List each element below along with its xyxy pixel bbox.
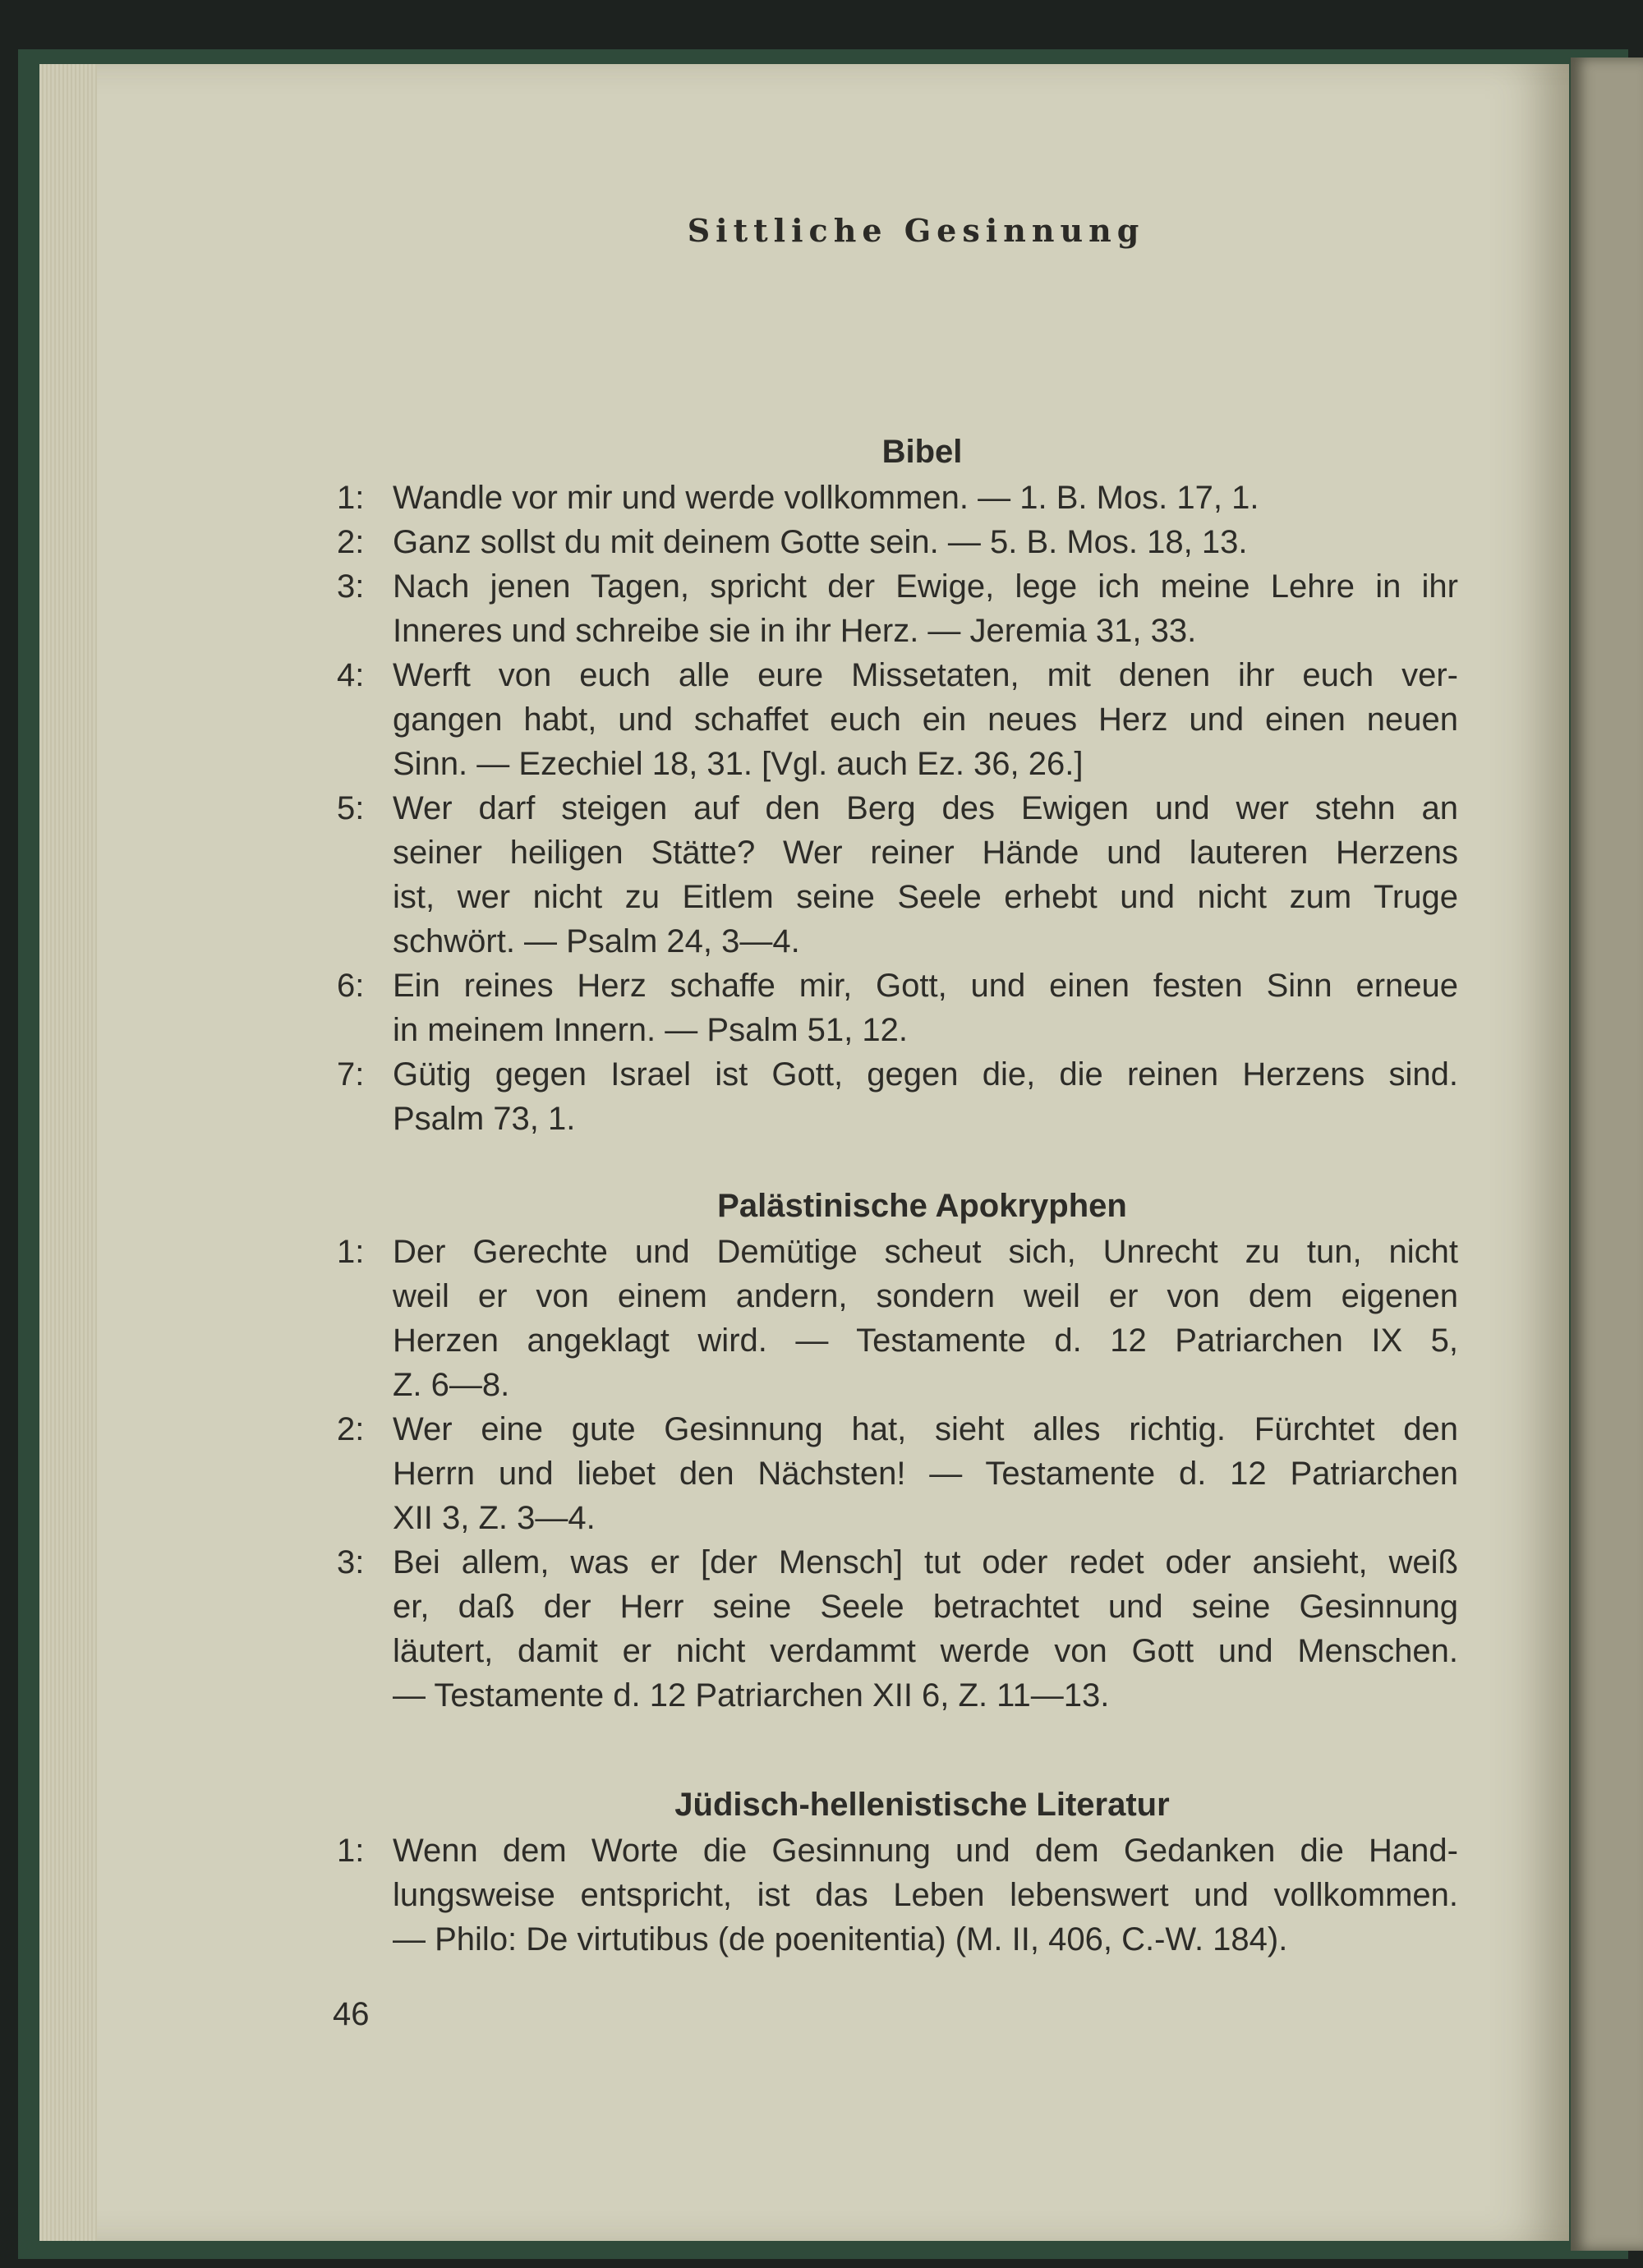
quote-line: Z. 6—8.: [393, 1367, 510, 1403]
quote-item: [337, 653, 1458, 786]
quote-line: gangen habt, und schaffet euch ein neues Herz und einen neuen: [393, 702, 1458, 738]
quote-line: Ein reines Herz schaffe mir, Gott, und einen festen Sinn erneue: [393, 968, 1458, 1004]
quote-line: lungsweise entspricht, ist das Leben lebenswert und vollkommen.: [393, 1877, 1458, 1913]
section-palaestinische-apokryphen: [337, 1182, 1458, 1718]
section-bibel: [337, 428, 1458, 1141]
next-page-edge: [1571, 58, 1643, 2251]
quote-line: Sinn. — Ezechiel 18, 31. [Vgl. auch Ez. 36, 26.]: [393, 746, 1084, 782]
quote-number: 4:: [337, 657, 365, 693]
quote-line: Ganz sollst du mit deinem Gotte sein. — 5. B. Mos. 18, 13.: [393, 524, 1248, 560]
quote-line: er, daß der Herr seine Seele betrachtet und seine Gesinnung: [393, 1589, 1458, 1625]
quote-line: Wenn dem Worte die Gesinnung und dem Gedanken die Hand-: [393, 1833, 1458, 1869]
quote-line: — Philo: De virtutibus (de poenitentia) (M. II, 406, C.-W. 184).: [393, 1921, 1288, 1957]
quote-line: XII 3, Z. 3—4.: [393, 1500, 596, 1536]
quote-number: 2:: [337, 524, 365, 560]
quote-line: Herzen angeklagt wird. — Testamente d. 12 Patriarchen IX 5,: [393, 1323, 1458, 1359]
quote-item: [337, 1407, 1458, 1540]
quote-number: 3:: [337, 568, 365, 605]
quote-line: Wer eine gute Gesinnung hat, sieht alles richtig. Fürchtet den: [393, 1411, 1458, 1447]
section-heading: Bibel: [881, 434, 963, 470]
quote-item: [337, 964, 1458, 1052]
quote-number: 1:: [337, 1234, 365, 1270]
quote-line: weil er von einem andern, sondern weil er von dem eigenen: [393, 1278, 1458, 1314]
quote-line: Wandle vor mir und werde vollkommen. — 1. B. Mos. 17, 1.: [393, 480, 1259, 516]
section-heading: Jüdisch-hellenistische Literatur: [674, 1787, 1170, 1823]
quote-item: [337, 1540, 1458, 1718]
quote-item: [337, 1230, 1458, 1407]
quote-item: [337, 520, 1458, 564]
quote-line: in meinem Innern. — Psalm 51, 12.: [393, 1012, 908, 1048]
quote-item: [337, 1052, 1458, 1141]
page-title: Sittliche Gesinnung: [687, 212, 1145, 249]
quote-number: 5:: [337, 790, 365, 826]
quote-line: Der Gerechte und Demütige scheut sich, Unrecht zu tun, nicht: [393, 1234, 1458, 1270]
quote-line: seiner heiligen Stätte? Wer reiner Hände und lauteren Herzens: [393, 835, 1458, 871]
quote-number: 1:: [337, 480, 365, 516]
quote-number: 7:: [337, 1056, 365, 1093]
quote-line: Wer darf steigen auf den Berg des Ewigen und wer stehn an: [393, 790, 1458, 826]
quote-line: schwört. — Psalm 24, 3—4.: [393, 923, 800, 959]
quote-item: [337, 476, 1458, 520]
page-edges: [39, 64, 97, 2241]
quote-number: 6:: [337, 968, 365, 1004]
quote-item: [337, 1829, 1458, 1962]
quote-line: Nach jenen Tagen, spricht der Ewige, lege ich meine Lehre in ihr: [393, 568, 1458, 605]
quote-line: Inneres und schreibe sie in ihr Herz. — Jeremia 31, 33.: [393, 613, 1197, 649]
quote-item: [337, 564, 1458, 653]
quote-line: — Testamente d. 12 Patriarchen XII 6, Z. 11—13.: [393, 1677, 1110, 1714]
quote-line: Werft von euch alle eure Missetaten, mit denen ihr euch ver-: [393, 657, 1458, 693]
quote-line: Gütig gegen Israel ist Gott, gegen die, die reinen Herzens sind.: [393, 1056, 1458, 1093]
quote-number: 2:: [337, 1411, 365, 1447]
quote-number: 1:: [337, 1833, 365, 1869]
section-heading: Palästinische Apokryphen: [717, 1188, 1127, 1224]
page-number: 46: [333, 1996, 370, 2032]
section-juedisch-hellenistische-literatur: [337, 1781, 1458, 1962]
quote-line: ist, wer nicht zu Eitlem seine Seele erhebt und nicht zum Truge: [393, 879, 1458, 915]
quote-line: Psalm 73, 1.: [393, 1101, 576, 1137]
quote-line: Herrn und liebet den Nächsten! — Testamente d. 12 Patriarchen: [393, 1456, 1458, 1492]
quote-item: [337, 786, 1458, 964]
quote-line: Bei allem, was er [der Mensch] tut oder redet oder ansieht, weiß: [393, 1544, 1458, 1580]
quote-number: 3:: [337, 1544, 365, 1580]
quote-line: läutert, damit er nicht verdammt werde von Gott und Menschen.: [393, 1633, 1458, 1669]
